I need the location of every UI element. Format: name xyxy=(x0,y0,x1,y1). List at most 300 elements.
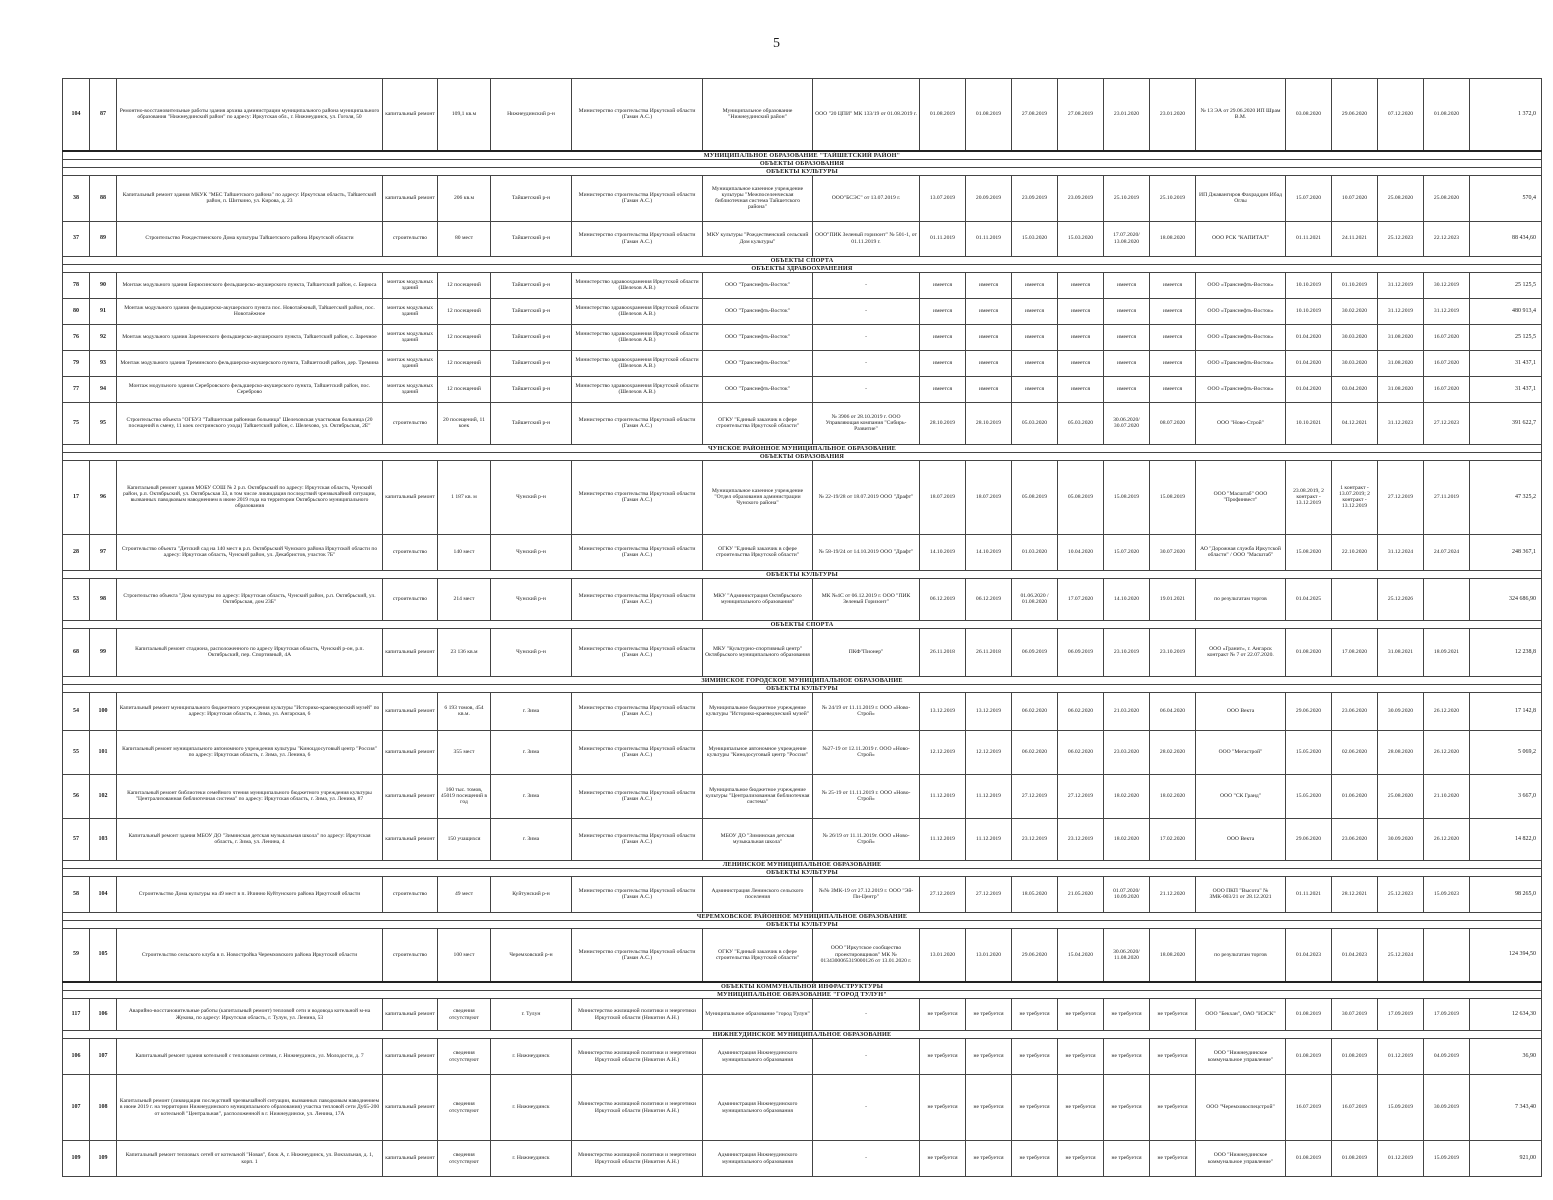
fact-start-cell: 30.07.2019 xyxy=(1332,999,1378,1031)
fact-start-cell: 16.07.2019 xyxy=(1332,1075,1378,1141)
section-header: ОБЪЕКТЫ ОБРАЗОВАНИЯ xyxy=(63,159,1542,167)
date-6-cell: имеется xyxy=(1150,298,1196,324)
amount-cell: 31 437,1 xyxy=(1470,350,1542,376)
contractor-cell: по результатам торгов xyxy=(1196,928,1286,982)
plan-end-cell: 15.09.2019 xyxy=(1378,1075,1424,1141)
date-6-cell: имеется xyxy=(1150,350,1196,376)
plan-start-cell: 01.11.2021 xyxy=(1286,876,1332,912)
capacity-cell: 206 кв.м xyxy=(438,175,491,221)
date-6-cell: 30.07.2020 xyxy=(1150,534,1196,570)
date-3-cell: имеется xyxy=(1012,272,1058,298)
date-3-cell: 15.03.2020 xyxy=(1012,221,1058,256)
section-header: НИЖНЕУДИНСКОЕ МУНИЦИПАЛЬНОЕ ОБРАЗОВАНИЕ xyxy=(63,1031,1542,1039)
date-3-cell: имеется xyxy=(1012,324,1058,350)
row-number-cell: 108 xyxy=(90,1075,117,1141)
date-3-cell: 23.09.2019 xyxy=(1012,175,1058,221)
fact-end-cell: 31.12.2019 xyxy=(1424,298,1470,324)
fact-end-cell: 22.12.2023 xyxy=(1424,221,1470,256)
date-5-cell: 25.10.2019 xyxy=(1104,175,1150,221)
work-type-cell: капитальный ремонт xyxy=(383,1039,438,1075)
amount-cell: 17 142,8 xyxy=(1470,692,1542,730)
plan-start-cell: 01.08.2020 xyxy=(1286,628,1332,676)
section-header-row xyxy=(63,452,1542,460)
row-number-cell: 100 xyxy=(90,692,117,730)
work-type-cell: капитальный ремонт xyxy=(383,628,438,676)
customer-cell: Администрация Ленинского сельского поселения xyxy=(703,876,813,912)
contractor-cell: ООО «Транснефть-Восток» xyxy=(1196,298,1286,324)
table-row xyxy=(63,221,1542,256)
date-1-cell: 18.07.2019 xyxy=(920,460,966,534)
date-2-cell: не требуется xyxy=(966,999,1012,1031)
fact-end-cell: 25.08.2020 xyxy=(1424,175,1470,221)
fact-end-cell: 18.09.2021 xyxy=(1424,628,1470,676)
fact-end-cell: 16.07.2020 xyxy=(1424,350,1470,376)
district-cell: г. Зима xyxy=(491,730,572,774)
row-number-cell: 107 xyxy=(90,1039,117,1075)
amount-cell: 47 325,2 xyxy=(1470,460,1542,534)
capacity-cell: 12 посещений xyxy=(438,376,491,402)
row-id-cell: 38 xyxy=(63,175,90,221)
district-cell: Чунский р-н xyxy=(491,534,572,570)
date-6-cell: 19.01.2021 xyxy=(1150,578,1196,620)
design-contract-cell: - xyxy=(813,298,920,324)
capacity-cell: 1 187 кв. м xyxy=(438,460,491,534)
amount-cell: 98 265,0 xyxy=(1470,876,1542,912)
object-name-cell: Аварийно-восстановительные работы (капитальный ремонт) тепловой сети и водовода котельной м-на Жукова, по адресу: Иркутская область, г. Тулун, ул. Ленина, 53 xyxy=(117,999,383,1031)
date-3-cell: 27.12.2019 xyxy=(1012,774,1058,818)
table-row xyxy=(63,999,1542,1031)
responsible-ministry-cell: Министерство жилищной политики и энергетики Иркутской области (Никитин А.Н.) xyxy=(572,1141,703,1177)
amount-cell: 5 069,2 xyxy=(1470,730,1542,774)
table-row xyxy=(63,79,1542,151)
work-type-cell: строительство xyxy=(383,402,438,444)
customer-cell: ОГКУ "Единый заказчик в сфере строительства Иркутской области" xyxy=(703,534,813,570)
plan-end-cell: 07.12.2020 xyxy=(1378,79,1424,151)
row-id-cell: 109 xyxy=(63,1141,90,1177)
capacity-cell: сведения отсутствуют xyxy=(438,999,491,1031)
plan-start-cell: 29.06.2020 xyxy=(1286,818,1332,860)
date-6-cell: не требуется xyxy=(1150,999,1196,1031)
district-cell: Чунский р-н xyxy=(491,628,572,676)
customer-cell: Муниципальное казенное учреждение культуры "Межпоселенческая библиотечная система Тайшетского района" xyxy=(703,175,813,221)
row-number-cell: 87 xyxy=(90,79,117,151)
date-3-cell: 29.06.2020 xyxy=(1012,928,1058,982)
fact-start-cell: 02.06.2020 xyxy=(1332,730,1378,774)
row-number-cell: 104 xyxy=(90,876,117,912)
object-name-cell: Капитальный ремонт здания котельной с тепловыми сетями, г. Нижнеудинск, ул. Молодости, д. 7 xyxy=(117,1039,383,1075)
customer-cell: ООО "Транснефть-Восток" xyxy=(703,350,813,376)
object-name-cell: Капитальный ремонт здания МКУК "МБС Тайшетского района" по адресу: Иркутская область, Тайшетский район, п. Шиткино, ул. Кирова, д. 23 xyxy=(117,175,383,221)
customer-cell: ОГКУ "Единый заказчик в сфере строительства Иркутской области" xyxy=(703,402,813,444)
date-5-cell: 17.07.2020/ 13.08.2020 xyxy=(1104,221,1150,256)
row-number-cell: 109 xyxy=(90,1141,117,1177)
date-6-cell: 06.04.2020 xyxy=(1150,692,1196,730)
plan-end-cell: 25.12.2024 xyxy=(1378,928,1424,982)
row-id-cell: 80 xyxy=(63,298,90,324)
section-header-row xyxy=(63,860,1542,868)
plan-end-cell: 31.08.2020 xyxy=(1378,350,1424,376)
responsible-ministry-cell: Министерство строительства Иркутской области (Гаман А.С.) xyxy=(572,818,703,860)
section-header: ЛЕНИНСКОЕ МУНИЦИПАЛЬНОЕ ОБРАЗОВАНИЕ xyxy=(63,860,1542,868)
row-id-cell: 107 xyxy=(63,1075,90,1141)
fact-end-cell: 30.09.2019 xyxy=(1424,1075,1470,1141)
work-type-cell: капитальный ремонт xyxy=(383,1141,438,1177)
date-3-cell: не требуется xyxy=(1012,1075,1058,1141)
contractor-cell: ООО "Масштаб" ООО "Профинвест" xyxy=(1196,460,1286,534)
section-header-row xyxy=(63,684,1542,692)
row-id-cell: 79 xyxy=(63,350,90,376)
responsible-ministry-cell: Министерство здравоохранения Иркутской области (Шелехов А.В.) xyxy=(572,272,703,298)
plan-end-cell: 28.08.2020 xyxy=(1378,730,1424,774)
table-row xyxy=(63,692,1542,730)
date-5-cell: не требуется xyxy=(1104,1075,1150,1141)
fact-start-cell: 23.06.2020 xyxy=(1332,818,1378,860)
section-header-row xyxy=(63,264,1542,272)
table-row xyxy=(63,402,1542,444)
date-2-cell: имеется xyxy=(966,350,1012,376)
date-1-cell: 13.07.2019 xyxy=(920,175,966,221)
plan-end-cell: 30.09.2020 xyxy=(1378,692,1424,730)
section-header: ОБЪЕКТЫ ЗДРАВООХРАНЕНИЯ xyxy=(63,264,1542,272)
row-id-cell: 106 xyxy=(63,1039,90,1075)
district-cell: Тайшетский р-н xyxy=(491,402,572,444)
amount-cell: 921,00 xyxy=(1470,1141,1542,1177)
amount-cell: 25 125,5 xyxy=(1470,272,1542,298)
section-header: ОБЪЕКТЫ КУЛЬТУРЫ xyxy=(63,868,1542,876)
plan-end-cell: 30.09.2020 xyxy=(1378,818,1424,860)
section-header: ЗИМИНСКОЕ ГОРОДСКОЕ МУНИЦИПАЛЬНОЕ ОБРАЗОВАНИЕ xyxy=(63,676,1542,684)
table-row xyxy=(63,928,1542,982)
row-id-cell: 37 xyxy=(63,221,90,256)
fact-end-cell xyxy=(1424,928,1470,982)
table-row xyxy=(63,175,1542,221)
object-name-cell: Монтаж модульного здания Зареченского фельдшерско-акушерского пункта, Тайшетский район, с. Заречное xyxy=(117,324,383,350)
plan-start-cell: 23.08.2019, 2 контракт - 13.12.2019 xyxy=(1286,460,1332,534)
contractor-cell: ООО "Ново-Строй" xyxy=(1196,402,1286,444)
section-header-row xyxy=(63,620,1542,628)
date-1-cell: 13.01.2020 xyxy=(920,928,966,982)
section-header-row xyxy=(63,444,1542,452)
row-id-cell: 56 xyxy=(63,774,90,818)
date-2-cell: 01.08.2019 xyxy=(966,79,1012,151)
fact-start-cell: 01.06.2020 xyxy=(1332,774,1378,818)
plan-start-cell: 03.08.2020 xyxy=(1286,79,1332,151)
date-6-cell: 18.08.2020 xyxy=(1150,928,1196,982)
section-header-row xyxy=(63,868,1542,876)
object-name-cell: Строительство объекта "ОГБУЗ "Тайшетская районная больница" Шелеховская участковая больница (20 посещений в смену, 11 коек сестринского ухода) Тайшетский район, с. Шелехово, ул. Октябрьская, 2Е" xyxy=(117,402,383,444)
date-2-cell: 28.10.2019 xyxy=(966,402,1012,444)
date-5-cell: 15.08.2019 xyxy=(1104,460,1150,534)
row-id-cell: 54 xyxy=(63,692,90,730)
object-name-cell: Строительство Рождественского Дома культуры Тайшетского района Иркутской области xyxy=(117,221,383,256)
fact-end-cell: 15.09.2023 xyxy=(1424,876,1470,912)
date-5-cell: 23.01.2020 xyxy=(1104,79,1150,151)
date-4-cell: 06.09.2019 xyxy=(1058,628,1104,676)
date-2-cell: 27.12.2019 xyxy=(966,876,1012,912)
fact-end-cell: 26.12.2020 xyxy=(1424,818,1470,860)
object-name-cell: Строительство объекта "Дом культуры по адресу: Иркутская область, Чунский район, р.п. Октябрьский, ул. Октябрьская, дом 23Б" xyxy=(117,578,383,620)
object-name-cell: Строительство объекта "Детский сад на 140 мест в р.п. Октябрьский Чунского района Иркутской области по адресу: Иркутская область, Чунский район, ул. Декабристов, участок 7Б" xyxy=(117,534,383,570)
date-4-cell: 06.02.2020 xyxy=(1058,730,1104,774)
fact-end-cell: 16.07.2020 xyxy=(1424,324,1470,350)
district-cell: г. Зима xyxy=(491,692,572,730)
date-5-cell: 15.07.2020 xyxy=(1104,534,1150,570)
fact-start-cell: 01.08.2019 xyxy=(1332,1141,1378,1177)
amount-cell: 570,4 xyxy=(1470,175,1542,221)
fact-end-cell: 01.08.2020 xyxy=(1424,79,1470,151)
plan-end-cell: 31.12.2023 xyxy=(1378,402,1424,444)
row-id-cell: 77 xyxy=(63,376,90,402)
section-header: ОБЪЕКТЫ КУЛЬТУРЫ xyxy=(63,167,1542,175)
contractor-cell: ООО ПКП "Высота" № ЗМК-003/21 от 28.12.2021 xyxy=(1196,876,1286,912)
capacity-cell: 12 посещений xyxy=(438,324,491,350)
date-2-cell: 18.07.2019 xyxy=(966,460,1012,534)
fact-start-cell: 17.08.2020 xyxy=(1332,628,1378,676)
row-number-cell: 89 xyxy=(90,221,117,256)
plan-start-cell: 15.05.2020 xyxy=(1286,730,1332,774)
work-type-cell: капитальный ремонт xyxy=(383,730,438,774)
capacity-cell: 109,1 кв.м xyxy=(438,79,491,151)
contractor-cell: ООО «Транснефть-Восток» xyxy=(1196,272,1286,298)
date-5-cell: 18.02.2020 xyxy=(1104,818,1150,860)
date-2-cell: имеется xyxy=(966,272,1012,298)
row-number-cell: 99 xyxy=(90,628,117,676)
amount-cell: 36,90 xyxy=(1470,1039,1542,1075)
capacity-cell: 214 мест xyxy=(438,578,491,620)
fact-start-cell: 29.06.2020 xyxy=(1332,79,1378,151)
customer-cell: Администрация Нижнеудинского муниципального образования xyxy=(703,1075,813,1141)
date-2-cell: не требуется xyxy=(966,1039,1012,1075)
date-2-cell: 20.09.2019 xyxy=(966,175,1012,221)
table-row xyxy=(63,324,1542,350)
fact-end-cell: 27.11.2019 xyxy=(1424,460,1470,534)
capacity-cell: 160 тыс. томов, 45019 посещений в год xyxy=(438,774,491,818)
design-contract-cell: МК №4С от 06.12.2019 г. ООО "ПИК Зеленый Горизонт" xyxy=(813,578,920,620)
district-cell: г. Тулун xyxy=(491,999,572,1031)
section-header-row xyxy=(63,920,1542,928)
section-header-row xyxy=(63,159,1542,167)
table-row xyxy=(63,298,1542,324)
contractor-cell: ООО "СК Гранд" xyxy=(1196,774,1286,818)
date-6-cell: не требуется xyxy=(1150,1039,1196,1075)
date-4-cell: 15.04.2020 xyxy=(1058,928,1104,982)
section-header-row xyxy=(63,151,1542,160)
district-cell: г. Зима xyxy=(491,818,572,860)
table-row xyxy=(63,876,1542,912)
date-3-cell: 18.05.2020 xyxy=(1012,876,1058,912)
row-id-cell: 75 xyxy=(63,402,90,444)
plan-start-cell: 01.04.2020 xyxy=(1286,376,1332,402)
section-header-row xyxy=(63,982,1542,991)
amount-cell: 31 437,1 xyxy=(1470,376,1542,402)
date-4-cell: имеется xyxy=(1058,324,1104,350)
plan-start-cell: 01.04.2025 xyxy=(1286,578,1332,620)
design-contract-cell: ООО"ПИК Зеленый горизонт" № 501-1, от 01.11.2019 г. xyxy=(813,221,920,256)
customer-cell: Муниципальное образование "город Тулун" xyxy=(703,999,813,1031)
table-row xyxy=(63,774,1542,818)
date-6-cell: не требуется xyxy=(1150,1075,1196,1141)
responsible-ministry-cell: Министерство строительства Иркутской области (Гаман А.С.) xyxy=(572,876,703,912)
responsible-ministry-cell: Министерство жилищной политики и энергетики Иркутской области (Никитин А.Н.) xyxy=(572,1075,703,1141)
customer-cell: ООО "Транснефть-Восток" xyxy=(703,298,813,324)
plan-end-cell: 31.08.2021 xyxy=(1378,628,1424,676)
date-6-cell: имеется xyxy=(1150,376,1196,402)
district-cell: Тайшетский р-н xyxy=(491,350,572,376)
row-id-cell: 53 xyxy=(63,578,90,620)
date-5-cell: 18.02.2020 xyxy=(1104,774,1150,818)
date-6-cell: 28.02.2020 xyxy=(1150,730,1196,774)
fact-end-cell: 26.12.2020 xyxy=(1424,692,1470,730)
date-6-cell: 21.12.2020 xyxy=(1150,876,1196,912)
responsible-ministry-cell: Министерство строительства Иркутской области (Гаман А.С.) xyxy=(572,79,703,151)
work-type-cell: капитальный ремонт xyxy=(383,774,438,818)
work-type-cell: монтаж модульных зданий xyxy=(383,324,438,350)
date-2-cell: 13.01.2020 xyxy=(966,928,1012,982)
capacity-cell: 49 мест xyxy=(438,876,491,912)
date-3-cell: 01.06.2020 / 01.08.2020 xyxy=(1012,578,1058,620)
district-cell: Черемховский р-н xyxy=(491,928,572,982)
table-row xyxy=(63,818,1542,860)
object-name-cell: Строительство Дома культуры на 49 мест в п. Ичинно Куйтунского района Иркутской области xyxy=(117,876,383,912)
date-2-cell: имеется xyxy=(966,324,1012,350)
date-3-cell: 23.12.2019 xyxy=(1012,818,1058,860)
page-number: 5 xyxy=(773,36,780,51)
capacity-cell: 12 посещений xyxy=(438,272,491,298)
section-header-row xyxy=(63,991,1542,999)
row-number-cell: 98 xyxy=(90,578,117,620)
date-1-cell: имеется xyxy=(920,298,966,324)
customer-cell: МКУ "Культурно-спортивный центр" Октябрьского муниципального образования xyxy=(703,628,813,676)
row-number-cell: 102 xyxy=(90,774,117,818)
responsible-ministry-cell: Министерство строительства Иркутской области (Гаман А.С.) xyxy=(572,175,703,221)
date-6-cell: не требуется xyxy=(1150,1141,1196,1177)
work-type-cell: монтаж модульных зданий xyxy=(383,350,438,376)
date-5-cell: имеется xyxy=(1104,376,1150,402)
design-contract-cell: № 24/19 от 11.11.2019 г. ООО «Ново-Строй» xyxy=(813,692,920,730)
construction-objects-table xyxy=(62,78,1542,1177)
capacity-cell: сведения отсутствуют xyxy=(438,1075,491,1141)
row-number-cell: 90 xyxy=(90,272,117,298)
design-contract-cell: № 3906 от 28.10.2019 г. ООО Управляющая компания "Сибирь-Развитие" xyxy=(813,402,920,444)
design-contract-cell: - xyxy=(813,1141,920,1177)
table-row xyxy=(63,376,1542,402)
plan-end-cell: 01.12.2019 xyxy=(1378,1141,1424,1177)
design-contract-cell: №27-19 от 12.11.2019 г. ООО «Ново-Строй» xyxy=(813,730,920,774)
date-4-cell: не требуется xyxy=(1058,1039,1104,1075)
section-header: ОБЪЕКТЫ СПОРТА xyxy=(63,256,1542,264)
capacity-cell: 140 мест xyxy=(438,534,491,570)
customer-cell: Администрация Нижнеудинского муниципального образования xyxy=(703,1141,813,1177)
customer-cell: Муниципальное казенное учреждение "Отдел образования администрации Чунского района" xyxy=(703,460,813,534)
date-6-cell: имеется xyxy=(1150,272,1196,298)
work-type-cell: строительство xyxy=(383,221,438,256)
row-id-cell: 55 xyxy=(63,730,90,774)
capacity-cell: 80 мест xyxy=(438,221,491,256)
fact-start-cell: 10.07.2020 xyxy=(1332,175,1378,221)
district-cell: Тайшетский р-н xyxy=(491,272,572,298)
date-5-cell: не требуется xyxy=(1104,999,1150,1031)
date-4-cell: не требуется xyxy=(1058,1141,1104,1177)
amount-cell: 391 622,7 xyxy=(1470,402,1542,444)
date-3-cell: 06.02.2020 xyxy=(1012,730,1058,774)
row-number-cell: 94 xyxy=(90,376,117,402)
plan-start-cell: 16.07.2019 xyxy=(1286,1075,1332,1141)
amount-cell: 480 913,4 xyxy=(1470,298,1542,324)
date-5-cell: имеется xyxy=(1104,272,1150,298)
fact-end-cell: 04.09.2019 xyxy=(1424,1039,1470,1075)
row-id-cell: 76 xyxy=(63,324,90,350)
plan-start-cell: 10.10.2021 xyxy=(1286,402,1332,444)
plan-end-cell: 25.08.2020 xyxy=(1378,774,1424,818)
plan-start-cell: 01.04.2020 xyxy=(1286,350,1332,376)
plan-start-cell: 01.04.2023 xyxy=(1286,928,1332,982)
amount-cell: 3 667,0 xyxy=(1470,774,1542,818)
date-5-cell: не требуется xyxy=(1104,1039,1150,1075)
customer-cell: Муниципальное бюджетное учреждение культуры "Централизованная библиотечная система" xyxy=(703,774,813,818)
row-number-cell: 97 xyxy=(90,534,117,570)
date-5-cell: 14.10.2020 xyxy=(1104,578,1150,620)
row-id-cell: 68 xyxy=(63,628,90,676)
customer-cell: ООО "Транснефть-Восток" xyxy=(703,272,813,298)
date-3-cell: 01.03.2020 xyxy=(1012,534,1058,570)
date-1-cell: 28.10.2019 xyxy=(920,402,966,444)
work-type-cell: монтаж модульных зданий xyxy=(383,376,438,402)
date-1-cell: имеется xyxy=(920,376,966,402)
date-2-cell: имеется xyxy=(966,298,1012,324)
section-header: МУНИЦИПАЛЬНОЕ ОБРАЗОВАНИЕ "ТАЙШЕТСКИЙ РАЙОН" xyxy=(63,151,1542,160)
date-4-cell: 23.09.2019 xyxy=(1058,175,1104,221)
row-id-cell: 57 xyxy=(63,818,90,860)
date-1-cell: 11.12.2019 xyxy=(920,818,966,860)
contractor-cell: ООО Векта xyxy=(1196,818,1286,860)
work-type-cell: капитальный ремонт xyxy=(383,460,438,534)
date-1-cell: 01.08.2019 xyxy=(920,79,966,151)
fact-end-cell xyxy=(1424,578,1470,620)
plan-start-cell: 15.07.2020 xyxy=(1286,175,1332,221)
capacity-cell: сведения отсутствуют xyxy=(438,1141,491,1177)
design-contract-cell: - xyxy=(813,1039,920,1075)
design-contract-cell: - xyxy=(813,1075,920,1141)
fact-start-cell: 30.03.2020 xyxy=(1332,350,1378,376)
date-4-cell: 27.08.2019 xyxy=(1058,79,1104,151)
date-2-cell: 01.11.2019 xyxy=(966,221,1012,256)
table-row xyxy=(63,1141,1542,1177)
plan-start-cell: 15.08.2020 xyxy=(1286,534,1332,570)
responsible-ministry-cell: Министерство строительства Иркутской области (Гаман А.С.) xyxy=(572,628,703,676)
date-1-cell: не требуется xyxy=(920,1039,966,1075)
contractor-cell: ООО РСК "КАПИТАЛ" xyxy=(1196,221,1286,256)
date-1-cell: имеется xyxy=(920,272,966,298)
date-1-cell: не требуется xyxy=(920,1075,966,1141)
object-name-cell: Ремонтно-восстановительные работы здания архива администрации муниципального района муниципального образования "Нижнеудинский район" по адресу: Иркутская обл., г. Нижнеудинск, ул. Гоголя, 50 xyxy=(117,79,383,151)
fact-start-cell: 30.03.2020 xyxy=(1332,324,1378,350)
amount-cell: 124 394,50 xyxy=(1470,928,1542,982)
object-name-cell: Строительство сельского клуба в п. Новостройка Черемховского района Иркутской области xyxy=(117,928,383,982)
row-id-cell: 104 xyxy=(63,79,90,151)
section-header-row xyxy=(63,167,1542,175)
object-name-cell: Капитальный ремонт здания МОБУ СОШ № 2 р.п. Октябрьский по адресу: Иркутская область, Чунский район, р.п. Октябрьский, ул. Октябрьская 33, в том числе ликвидация последствий чрезвычайной ситуации, вызванных паводковым наводнением в июне 2019 года на территории Октябрьского муниципального образования xyxy=(117,460,383,534)
district-cell: Тайшетский р-н xyxy=(491,298,572,324)
plan-end-cell: 25.12.2023 xyxy=(1378,876,1424,912)
date-4-cell: 05.03.2020 xyxy=(1058,402,1104,444)
row-number-cell: 103 xyxy=(90,818,117,860)
section-header: ОБЪЕКТЫ КОММУНАЛЬНОЙ ИНФРАСТРУКТУРЫ xyxy=(63,982,1542,991)
capacity-cell: 6 193 томов, 454 кв.м. xyxy=(438,692,491,730)
responsible-ministry-cell: Министерство строительства Иркутской области (Гаман А.С.) xyxy=(572,534,703,570)
district-cell: Нижнеудинский р-н xyxy=(491,79,572,151)
amount-cell: 1 372,0 xyxy=(1470,79,1542,151)
responsible-ministry-cell: Министерство строительства Иркутской области (Гаман А.С.) xyxy=(572,578,703,620)
